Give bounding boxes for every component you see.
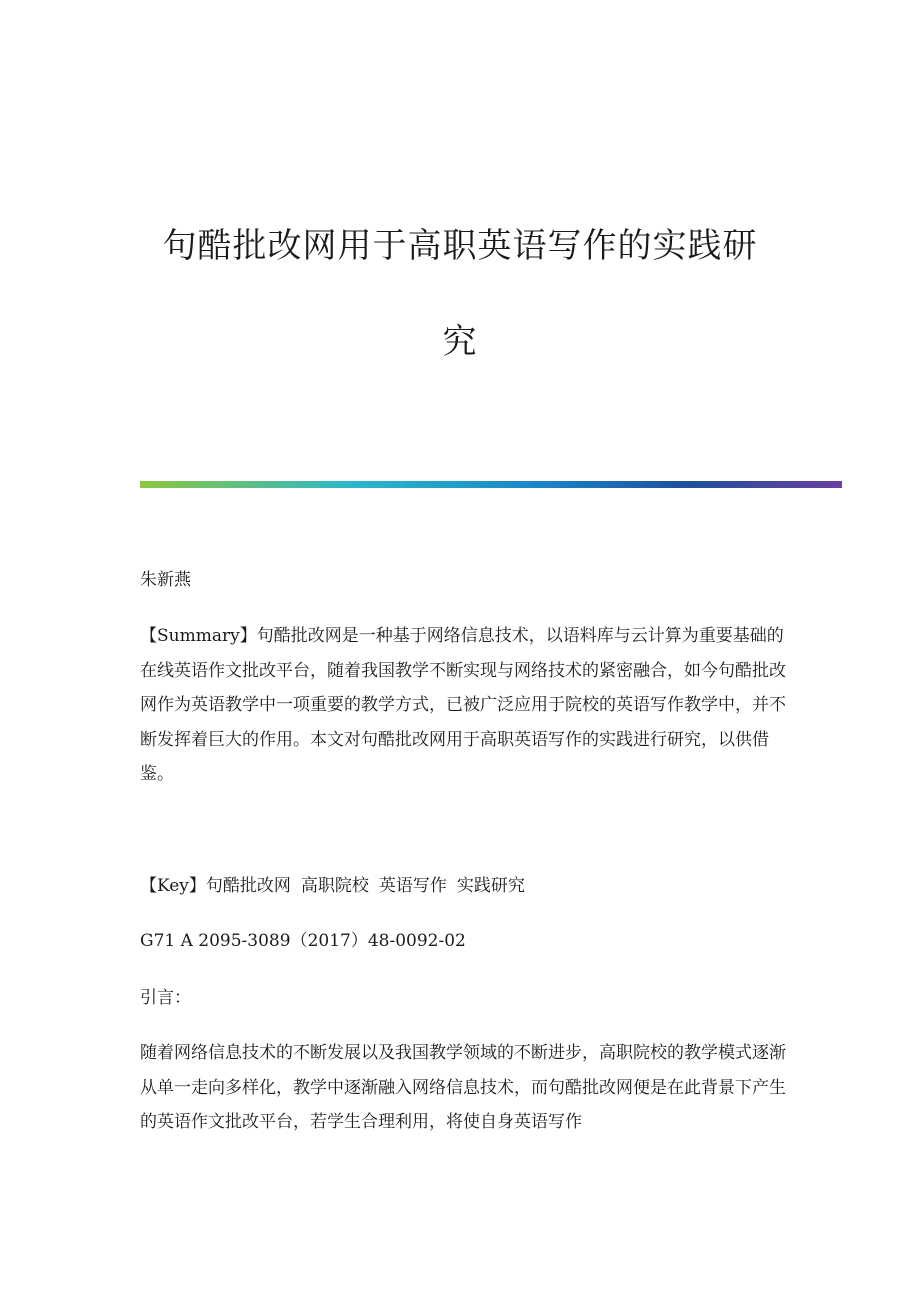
- summary-paragraph: [140, 619, 800, 792]
- keyword-item: 句酷批改网: [205, 876, 291, 896]
- keyword-item: 实践研究: [456, 876, 525, 896]
- author-name: 朱新燕: [140, 570, 191, 590]
- intro-paragraph: 随着网络信息技术的不断发展以及我国教学领域的不断进步，高职院校的教学模式逐渐从单一走向多样化，教学中逐渐融入网络信息技术，而句酷批改网便是在此背景下产生的英语作文批改平台，若学生合理利用，将使自身英语写作: [140, 1043, 786, 1132]
- page-title-line-2: 究: [442, 322, 478, 362]
- classification-number: G71 A 2095-3089（2017）48-0092-02: [140, 931, 466, 951]
- title-divider-bar: [140, 481, 842, 488]
- summary-text: 句酷批改网是一种基于网络信息技术，以语料库与云计算为重要基础的在线英语作文批改平台，随着我国教学不断实现与网络技术的紧密融合，如今句酷批改网作为英语教学中一项重要的教学方式，已被广泛应用于院校的英语写作教学中，并不断发挥着巨大的作用。本文对句酷批改网用于高职英语写作的实践进行研究，以供借鉴。: [140, 626, 786, 784]
- keywords-label: 【Key】: [140, 876, 206, 896]
- page-title-line-1: 句酷批改网用于高职英语写作的实践研: [162, 226, 758, 266]
- keyword-item: 高职院校: [300, 876, 369, 896]
- summary-label: 【Summary】: [140, 626, 257, 646]
- keywords-line: [140, 869, 800, 904]
- keyword-item: 英语写作: [378, 876, 447, 896]
- intro-heading: 引言：: [140, 988, 191, 1008]
